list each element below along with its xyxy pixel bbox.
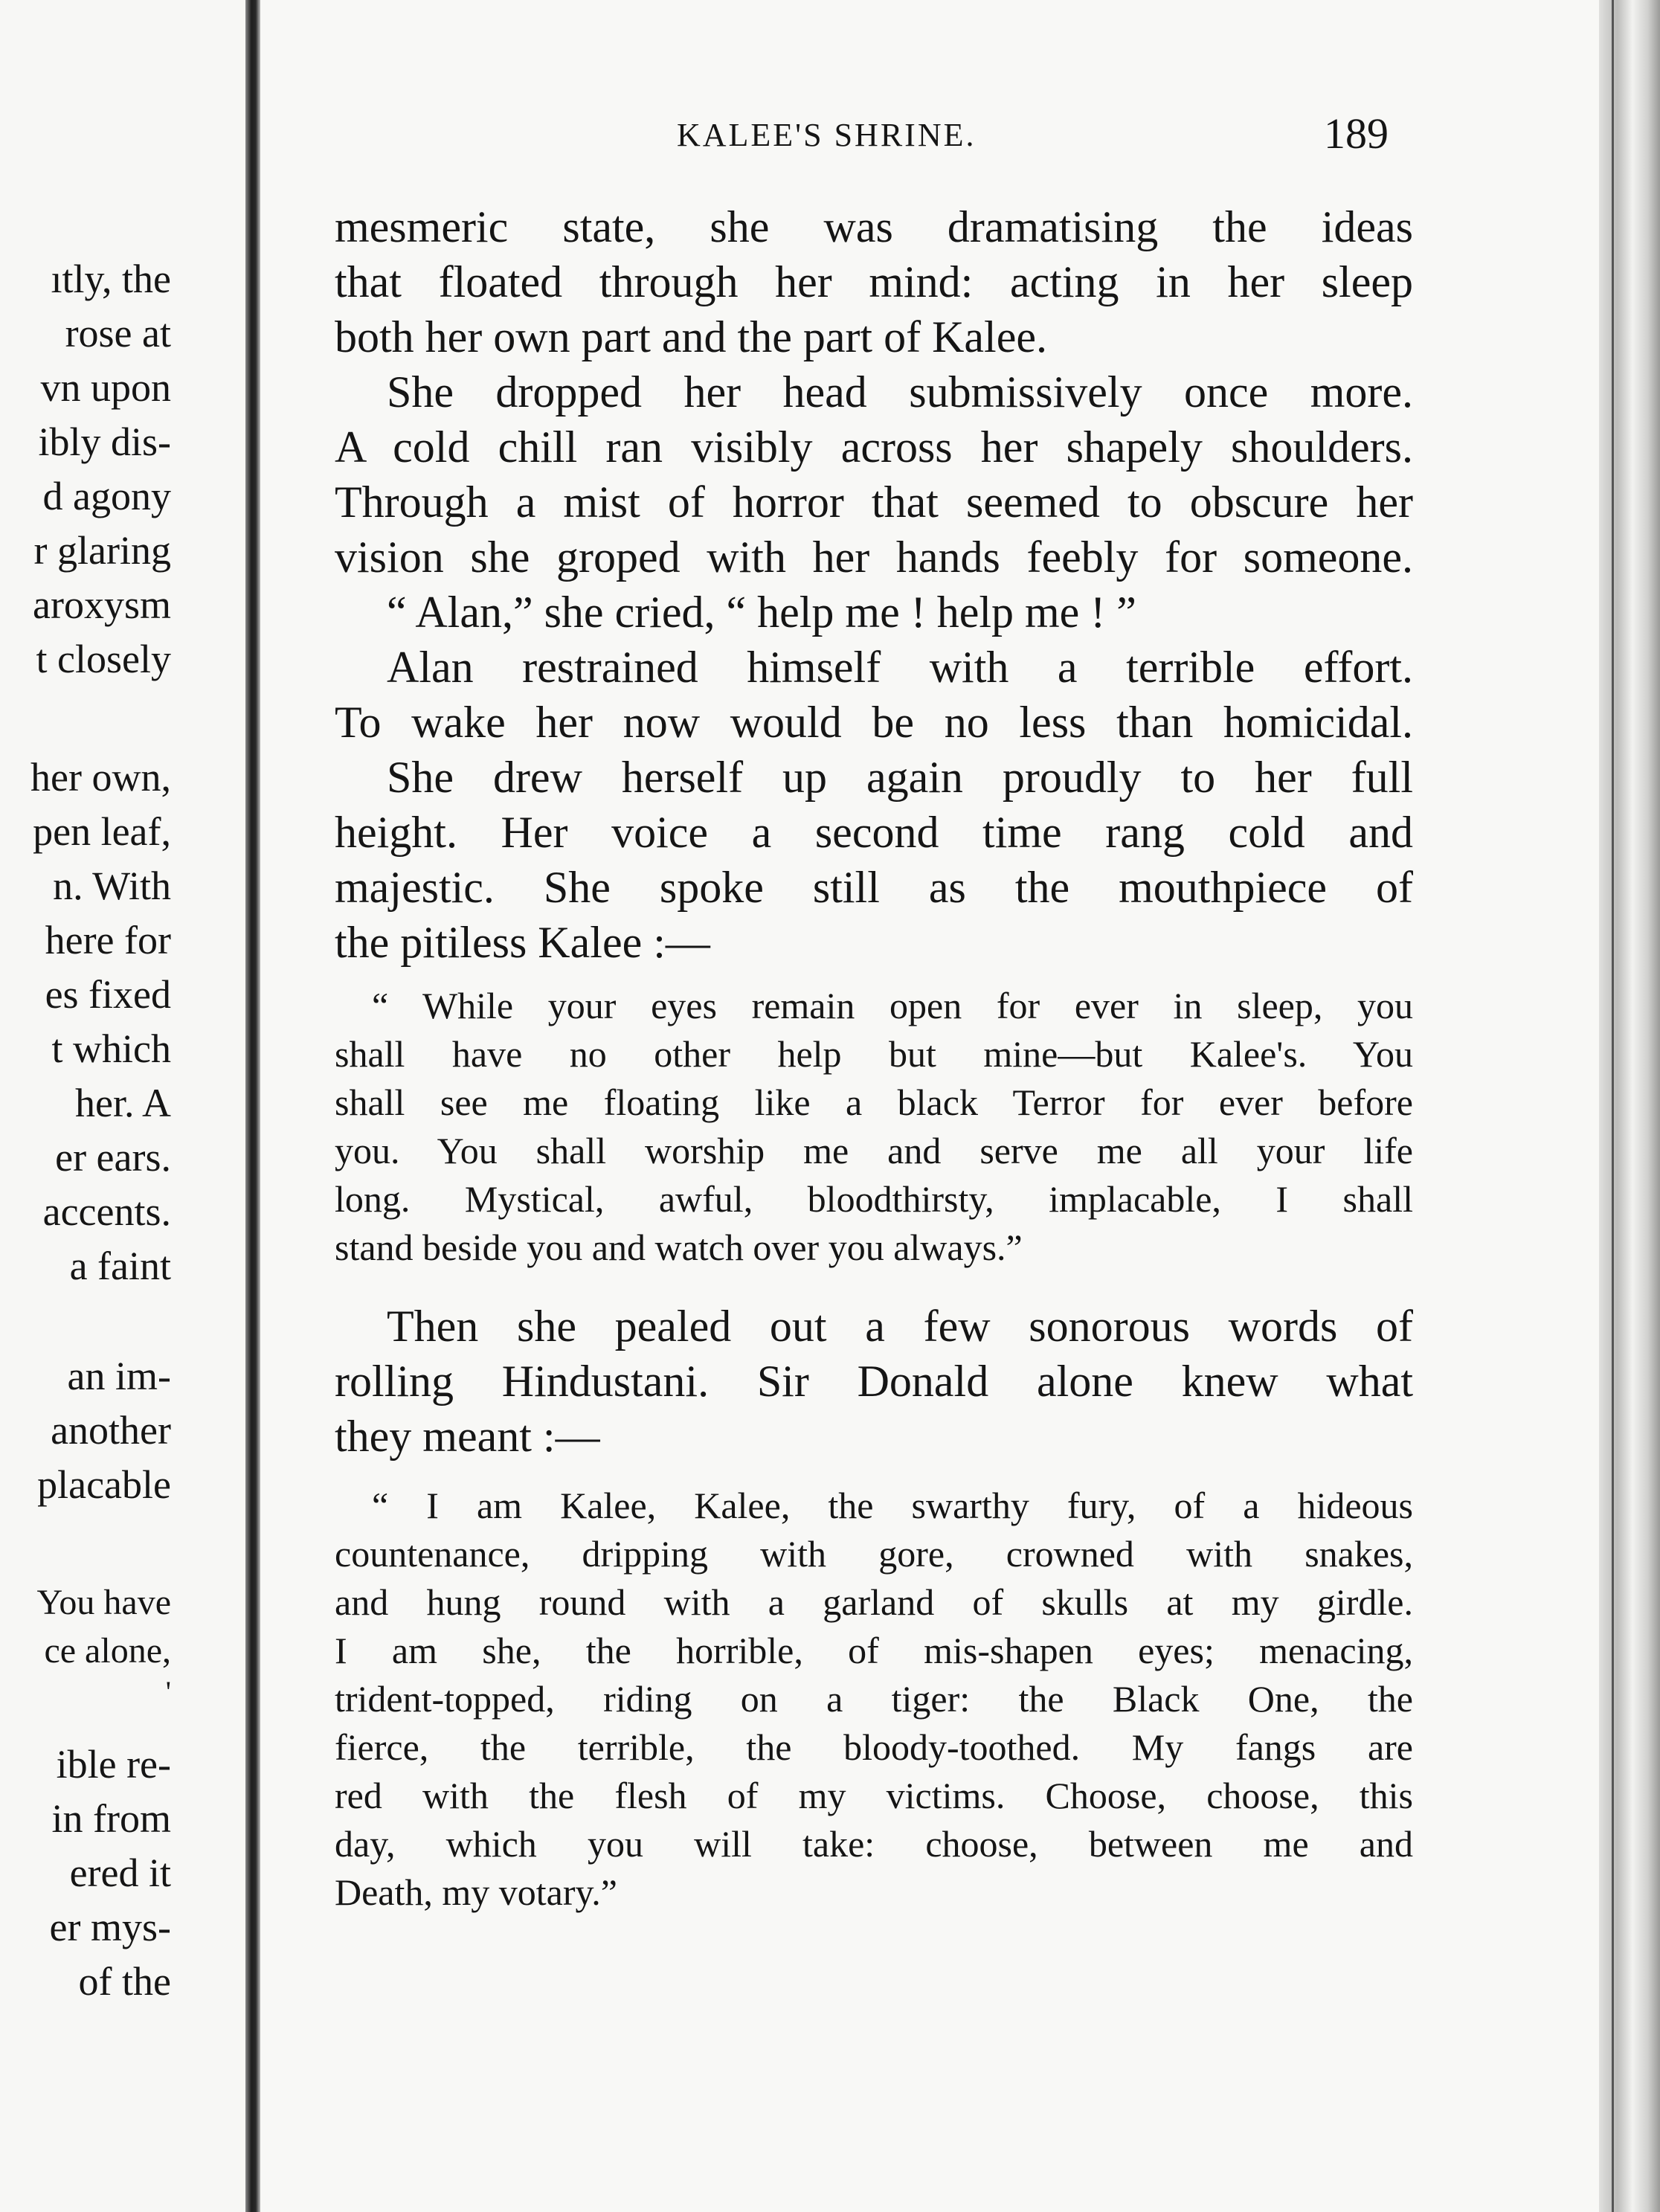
block-quote [335,1482,1413,1917]
left-page-line: ible re- [56,1742,171,1787]
left-page-line: accents. [42,1189,171,1234]
text-line: A cold chill ran visibly across her shapely shoulders. [335,422,1413,472]
paragraph [335,640,1413,750]
text-line: Alan restrained himself with a terrible effort. [387,643,1413,692]
quote-line: day, which you will take: choose, between me and [335,1823,1413,1865]
quote-line: “ I am Kalee, Kalee, the swarthy fury, of a hideous [372,1485,1413,1526]
left-page-line: ce alone, [44,1631,171,1671]
quote-line: long. Mystical, awful, bloodthirsty, implacable, I shall [335,1178,1413,1220]
book-gutter [245,0,260,2212]
left-page-line: ibly dis- [38,419,171,464]
block-quote [335,982,1413,1272]
text-line: that floated through her mind: acting in her sleep [335,257,1413,306]
body-text [335,199,1413,1943]
left-page-line: r glaring [33,528,171,573]
text-line: majestic. She spoke still as the mouthpiece of [335,863,1413,912]
text-line: Through a mist of horror that seemed to obscure her [335,478,1413,527]
page-edge [1599,0,1660,2212]
page-number: 189 [1324,109,1389,158]
quote-line: “ While your eyes remain open for ever in sleep, you [372,985,1413,1026]
text-line: both her own part and the part of Kalee. [335,312,1047,361]
left-page-line: er mys- [49,1905,171,1949]
quote-line: shall have no other help but mine—but Kalee's. You [335,1033,1413,1075]
paragraph [335,585,1413,640]
text-line: the pitiless Kalee :— [335,918,710,967]
left-page-line: ' [165,1675,171,1708]
quote-line: trident-topped, riding on a tiger: the Black One, the [335,1678,1413,1720]
text-line: She dropped her head submissively once more. [387,367,1413,417]
page-header [335,109,1406,164]
text-line: rolling Hindustani. Sir Donald alone knew what [335,1357,1413,1406]
text-line: height. Her voice a second time rang cold and [335,808,1413,857]
left-page-line: d agony [42,474,171,518]
text-line: vision she groped with her hands feebly for someone. [335,533,1413,582]
left-page-line: an im- [67,1354,171,1398]
left-page-line: t which [51,1026,171,1071]
running-head: KALEE'S SHRINE. [677,117,977,153]
left-page-line: here for [45,918,171,962]
left-page-line: her own, [30,755,171,800]
quote-line: I am she, the horrible, of mis-shapen eyes; menacing, [335,1630,1413,1671]
paragraph [335,1299,1413,1464]
page-edge-line [1612,0,1614,2212]
left-page-line: of the [78,1959,171,2004]
text-line: they meant :— [335,1412,600,1461]
left-page-line: placable [37,1462,171,1507]
previous-page-fragment [0,0,245,2212]
quote-line: shall see me floating like a black Terror for ever before [335,1081,1413,1123]
quote-line: stand beside you and watch over you always.” [335,1226,1023,1268]
left-page-line: er ears. [55,1135,171,1180]
text-line: “ Alan,” she cried, “ help me ! help me ! ” [387,588,1136,637]
left-page-line: aroxysm [33,582,171,627]
quote-line: and hung round with a garland of skulls at my girdle. [335,1581,1413,1623]
left-page-line: a faint [69,1244,171,1288]
paragraph [335,199,1413,364]
quote-line: Death, my votary.” [335,1871,617,1913]
quote-line: countenance, dripping with gore, crowned with snakes, [335,1533,1413,1575]
left-page-line: es fixed [45,972,171,1017]
text-line: mesmeric state, she was dramatising the ideas [335,202,1413,251]
left-page-line: her. A [75,1081,171,1125]
left-page-line: vn upon [40,365,171,410]
left-page-line: rose at [65,311,171,356]
quote-line: fierce, the terrible, the bloody-toothed. My fangs are [335,1726,1413,1768]
text-line: Then she pealed out a few sonorous words of [387,1302,1413,1351]
left-page-line: ered it [69,1851,171,1895]
quote-line: you. You shall worship me and serve me all your life [335,1130,1413,1171]
quote-line: red with the flesh of my victims. Choose, choose, this [335,1775,1413,1816]
left-page-line: ıtly, the [51,257,171,301]
paragraph [335,750,1413,970]
left-page-line: in from [51,1796,171,1841]
left-page-line: You have [36,1583,171,1622]
left-page-line: t closely [36,637,171,681]
left-page-line: n. With [53,864,171,908]
left-page-line: pen leaf, [33,809,171,854]
left-page-line: another [51,1408,171,1453]
text-line: To wake her now would be no less than homicidal. [335,698,1413,747]
text-line: She drew herself up again proudly to her full [387,753,1413,802]
paragraph [335,364,1413,585]
